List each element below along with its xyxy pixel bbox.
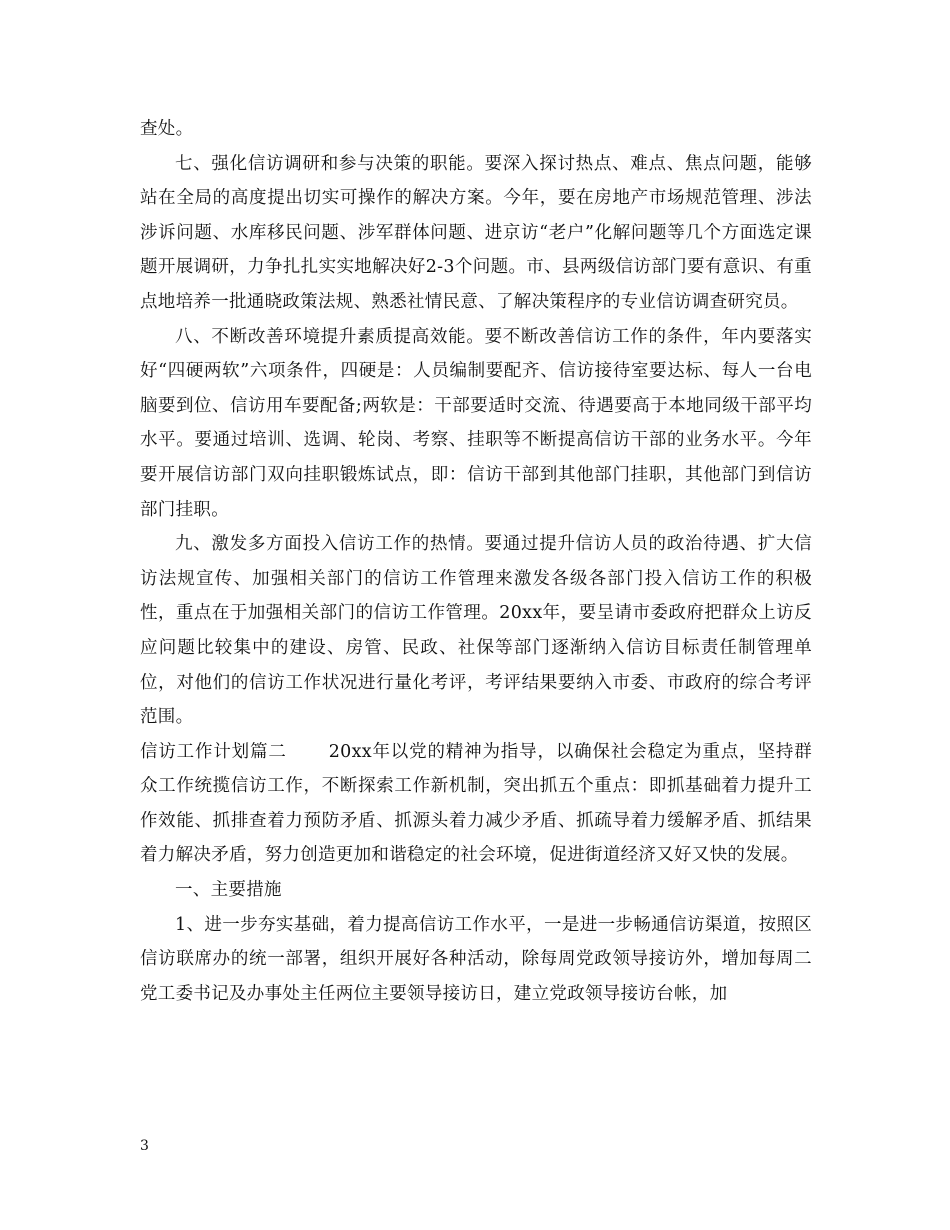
page-number: 3 bbox=[140, 1138, 149, 1154]
document-page bbox=[140, 112, 812, 1011]
paragraph-item-nine: 九、激发多方面投入信访工作的热情。要通过提升信访人员的政治待遇、扩大信访法规宣传、加强相关部门的信访工作管理来激发各级各部门投入信访工作的积极性，重点在于加强相关部门的信访工作管理。20xx年，要呈请市委政府把群众上访反应问题比较集中的建设、房管、民政、社保等部门逐渐纳入信访目标责任制管理单位，对他们的信访工作状况进行量化考评，考评结果要纳入市委、市政府的综合考评范围。 bbox=[140, 534, 812, 728]
paragraph-measure-one: 1、进一步夯实基础，着力提高信访工作水平，一是进一步畅通信访渠道，按照区信访联席办的统一部署，组织开展好各种活动，除每周党政领导接访外，增加每周二党工委书记及办事处主任两位主要领导接访日，建立党政领导接访台帐，加 bbox=[140, 914, 812, 1004]
paragraph-item-seven: 七、强化信访调研和参与决策的职能。要深入探讨热点、难点、焦点问题，能够站在全局的高度提出切实可操作的解决方案。今年，要在房地产市场规范管理、涉法涉诉问题、水库移民问题、涉军群体问题、进京访“老户”化解问题等几个方面选定课题开展调研，力争扎扎实实地解决好2-3个问题。市、县两级信访部门要有意识、有重点地培养一批通晓政策法规、熟悉社情民意、了解决策程序的专业信访调查研究员。 bbox=[140, 153, 812, 312]
section-two-paragraph bbox=[140, 735, 812, 873]
section-heading: 信访工作计划篇二 bbox=[140, 741, 287, 762]
subheading-main-measures: 一、主要措施 bbox=[175, 880, 282, 901]
paragraph-continuation: 查处。 bbox=[140, 119, 194, 139]
section-body: 20xx年以党的精神为指导，以确保社会稳定为重点，坚持群众工作统揽信访工作，不断探索工作新机制，突出抓五个重点：即抓基础着力提升工作效能、抓排查着力预防矛盾、抓源头着力减少矛盾、抓疏导着力缓解矛盾、抓结果着力解决矛盾，努力创造更加和谐稳定的社会环境，促进街道经济又好又快的发展。 bbox=[140, 741, 812, 866]
paragraph-item-eight: 八、不断改善环境提升素质提高效能。要不断改善信访工作的条件，年内要落实好“四硬两软”六项条件，四硬是：人员编制要配齐、信访接待室要达标、每人一台电脑要到位、信访用车要配备;两软是：干部要适时交流、待遇要高于本地同级干部平均水平。要通过培训、选调、轮岗、考察、挂职等不断提高信访干部的业务水平。今年要开展信访部门双向挂职锻炼试点，即：信访干部到其他部门挂职，其他部门到信访部门挂职。 bbox=[140, 326, 812, 520]
